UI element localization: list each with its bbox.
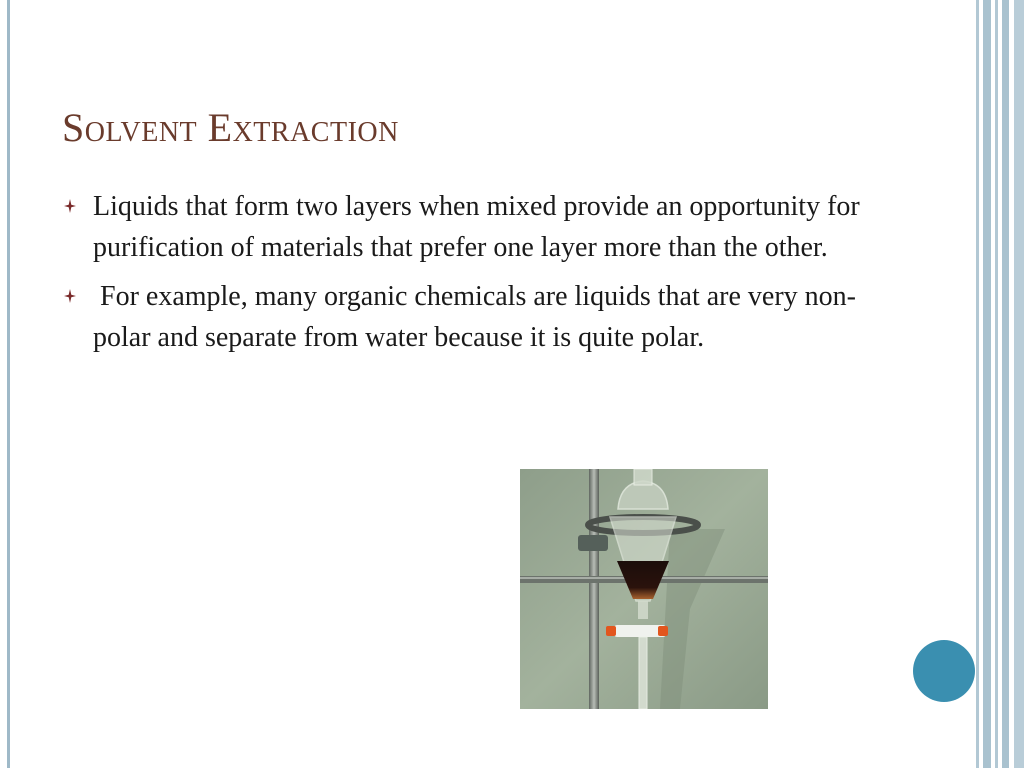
right-border-stripes bbox=[976, 0, 1024, 768]
border-stripe bbox=[1014, 0, 1024, 768]
border-stripe bbox=[983, 0, 991, 768]
bullet-text: For example, many organic chemicals are liquids that are very non-polar and separate from water because it is quite polar. bbox=[93, 281, 856, 353]
bullet-list bbox=[64, 186, 884, 366]
border-stripe bbox=[976, 0, 979, 768]
slide-title: Solvent Extraction bbox=[62, 105, 399, 150]
border-stripe bbox=[995, 0, 998, 768]
four-point-star-icon bbox=[64, 289, 76, 303]
four-point-star-icon bbox=[64, 199, 76, 213]
bullet-item bbox=[64, 186, 884, 268]
separatory-funnel-photo bbox=[520, 469, 768, 709]
bullet-item bbox=[64, 276, 884, 358]
border-stripe bbox=[1002, 0, 1009, 768]
bullet-text: Liquids that form two layers when mixed provide an opportunity for purification of materials that prefer one layer more than the other. bbox=[93, 191, 860, 263]
left-border-line bbox=[7, 0, 10, 768]
accent-circle bbox=[913, 640, 975, 702]
